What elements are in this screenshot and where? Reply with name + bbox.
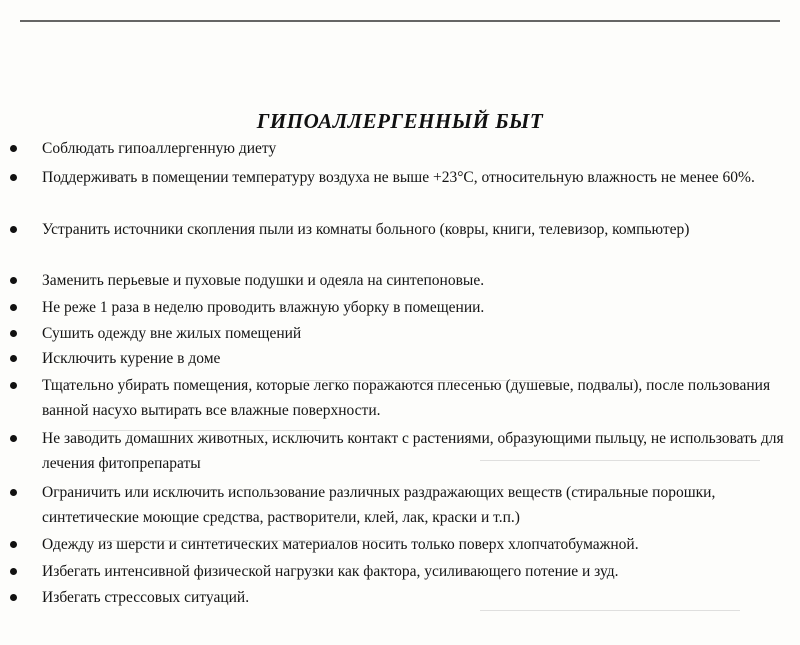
bullet-icon bbox=[10, 489, 17, 496]
list-item-text: Соблюдать гипоаллергенную диету bbox=[42, 140, 277, 157]
bullet-icon bbox=[10, 541, 17, 548]
list-item-text: Поддерживать в помещении температуру воздуха не выше +23°С, относительную влажность не менее 60%. bbox=[42, 169, 755, 186]
list-item bbox=[42, 295, 787, 320]
list-item bbox=[42, 532, 787, 557]
bullet-icon bbox=[10, 145, 17, 152]
list-item-text: Не заводить домашних животных, исключить контакт с растениями, образующими пыльцу, не использовать для лечения фитопрепараты bbox=[42, 430, 784, 472]
list-item-text: Тщательно убирать помещения, которые легко поражаются плесенью (душевые, подвалы), после пользования ванной насухо вытирать все влажные поверхности. bbox=[42, 377, 771, 419]
list-item bbox=[42, 321, 787, 346]
document-title: ГИПОАЛЛЕРГЕННЫЙ БЫТ bbox=[256, 109, 544, 134]
bullet-icon bbox=[10, 226, 17, 233]
bullet-icon bbox=[10, 382, 17, 389]
list-item bbox=[42, 585, 787, 610]
list-item-text: Сушить одежду вне жилых помещений bbox=[42, 325, 302, 342]
bullet-icon bbox=[10, 568, 17, 575]
list-item bbox=[42, 426, 787, 476]
bullet-icon bbox=[10, 277, 17, 284]
list-item-text: Не реже 1 раза в неделю проводить влажную уборку в помещении. bbox=[42, 299, 485, 316]
list-item-text: Заменить перьевые и пуховые подушки и одеяла на синтепоновые. bbox=[42, 272, 485, 289]
list-item-text: Избегать стрессовых ситуаций. bbox=[42, 589, 250, 606]
list-item-text: Исключить курение в доме bbox=[42, 350, 221, 367]
bullet-icon bbox=[10, 174, 17, 181]
bullet-icon bbox=[10, 355, 17, 362]
list-item bbox=[42, 373, 787, 423]
bullet-icon bbox=[10, 435, 17, 442]
bullet-icon bbox=[10, 330, 17, 337]
bullet-icon bbox=[10, 594, 17, 601]
list-item bbox=[42, 268, 787, 293]
list-item bbox=[42, 346, 787, 371]
list-item-text: Устранить источники скопления пыли из комнаты больного (ковры, книги, телевизор, компьютер) bbox=[42, 221, 690, 238]
list-item bbox=[42, 480, 787, 530]
list-item bbox=[42, 559, 787, 584]
bullet-icon bbox=[10, 304, 17, 311]
list-item-text: Ограничить или исключить использование различных раздражающих веществ (стиральные порошки, синтетические моющие средства, растворители, клей, лак, краски и т.п.) bbox=[42, 484, 716, 526]
list-item-text: Избегать интенсивной физической нагрузки как фактора, усиливающего потение и зуд. bbox=[42, 563, 619, 580]
list-item bbox=[42, 136, 787, 161]
list-item bbox=[42, 217, 787, 242]
list-item-text: Одежду из шерсти и синтетических материалов носить только поверх хлопчатобумажной. bbox=[42, 536, 639, 553]
list-item bbox=[42, 165, 787, 190]
